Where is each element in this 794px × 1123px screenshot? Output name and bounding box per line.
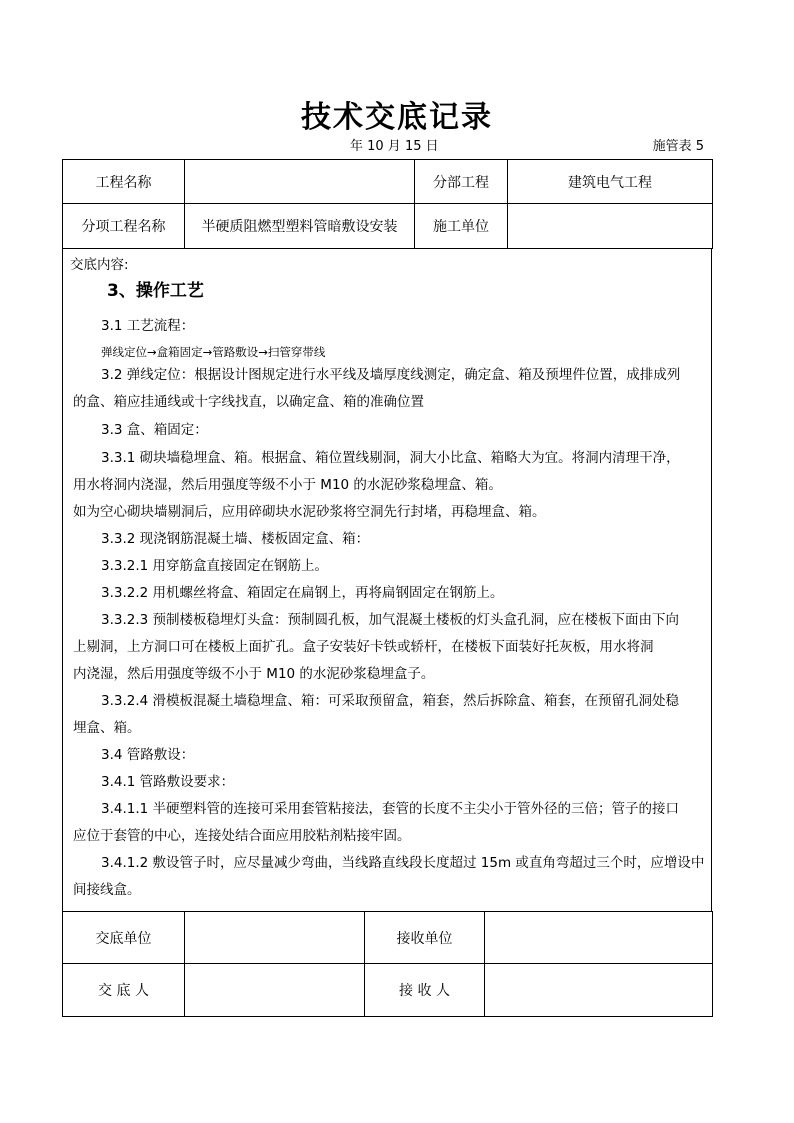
- signature-table: [62, 911, 713, 1017]
- contractor-value: [508, 204, 713, 249]
- content-line: 3.3 盒、箱固定：: [101, 422, 208, 438]
- content-line: 3.3.1 砌块墙稳埋盒、箱。根据盒、箱位置线剔洞，洞大小比盒、箱略大为宜。将洞内清理干净，: [101, 450, 680, 466]
- content-line: 3.4.1.1 半硬塑料管的连接可采用套管粘接法，套管的长度不主尖小于管外径的三倍；管子的接口: [101, 801, 680, 817]
- content-label: 交底内容:: [70, 257, 129, 273]
- content-line: 上剔洞，上方洞口可在楼板上面扩孔。盒子安装好卡铁或轿杆，在楼板下面装好托灰板，用水将洞: [73, 639, 654, 655]
- section-heading: 3、操作工艺: [107, 281, 204, 301]
- content-line: 埋盒、箱。: [73, 720, 141, 736]
- content-line: 3.4.1 管路敷设要求：: [101, 774, 235, 790]
- contractor-label: 施工单位: [415, 204, 508, 249]
- content-line: 弹线定位→盒箱固定→管路敷设→扫管穿带线: [101, 345, 326, 359]
- receiver-person-value: [485, 964, 713, 1017]
- content-line: 间接线盒。: [73, 882, 141, 898]
- document-title: 技术交底记录: [301, 100, 493, 135]
- receiver-unit-value: [485, 912, 713, 964]
- subitem-label: 分项工程名称: [63, 204, 185, 249]
- content-line: 3.2 弹线定位：根据设计图规定进行水平线及墙厚度线测定，确定盒、箱及预埋件位置，成排成列: [101, 367, 681, 383]
- header-table: [62, 159, 713, 249]
- issuer-person-label: 交 底 人: [63, 964, 185, 1017]
- content-line: 3.4.1.2 敷设管子时，应尽量减少弯曲，当线路直线段长度超过 15m 或直角弯超过三个时，应增设中: [101, 855, 705, 871]
- form-number: 施管表 5: [652, 139, 704, 154]
- receiver-unit-label: 接收单位: [365, 912, 485, 964]
- subitem-value: 半硬质阻燃型塑料管暗敷设安装: [185, 204, 415, 249]
- content-line: 3.3.2.4 滑模板混凝土墙稳埋盒、箱：可采取预留盒，箱套，然后拆除盒、箱套，在预留孔洞处稳: [101, 693, 680, 709]
- content-line: 3.1 工艺流程：: [101, 318, 195, 334]
- content-line: 如为空心砌块墙剔洞后，应用碎砌块水泥砂浆将空洞先行封堵，再稳埋盒、箱。: [73, 504, 546, 520]
- content-line: 应位于套管的中心，连接处结合面应用胶粘剂粘接牢固。: [73, 828, 411, 844]
- content-line: 内浇湿，然后用强度等级不小于 M10 的水泥砂浆稳埋盒子。: [73, 666, 435, 682]
- issuer-person-value: [185, 964, 365, 1017]
- content-line: 3.3.2.1 用穿筋盒直接固定在钢筋上。: [101, 558, 329, 574]
- project-name-value: [185, 160, 415, 204]
- issuer-unit-label: 交底单位: [63, 912, 185, 964]
- content-line: 3.3.2.2 用机螺丝将盒、箱固定在扁钢上，再将扁钢固定在钢筋上。: [101, 585, 504, 601]
- document-date: 年 10 月 15 日: [350, 139, 439, 154]
- division-value: 建筑电气工程: [508, 160, 713, 204]
- division-label: 分部工程: [415, 160, 508, 204]
- issuer-unit-value: [185, 912, 365, 964]
- receiver-person-label: 接 收 人: [365, 964, 485, 1017]
- project-name-label: 工程名称: [63, 160, 185, 204]
- content-line: 3.3.2 现浇钢筋混凝土墙、楼板固定盒、箱：: [101, 531, 370, 547]
- content-line: 的盒、箱应挂通线或十字线找直，以确定盒、箱的准确位置: [73, 394, 424, 410]
- content-section: [62, 248, 712, 911]
- content-line: 3.4 管路敷设：: [101, 747, 195, 763]
- content-line: 3.3.2.3 预制楼板稳埋灯头盒：预制圆孔板，加气混凝土楼板的灯头盒孔洞，应在楼板下面由下向: [101, 612, 680, 628]
- content-line: 用水将洞内浇湿，然后用强度等级不小于 M10 的水泥砂浆稳埋盒、箱。: [73, 477, 502, 493]
